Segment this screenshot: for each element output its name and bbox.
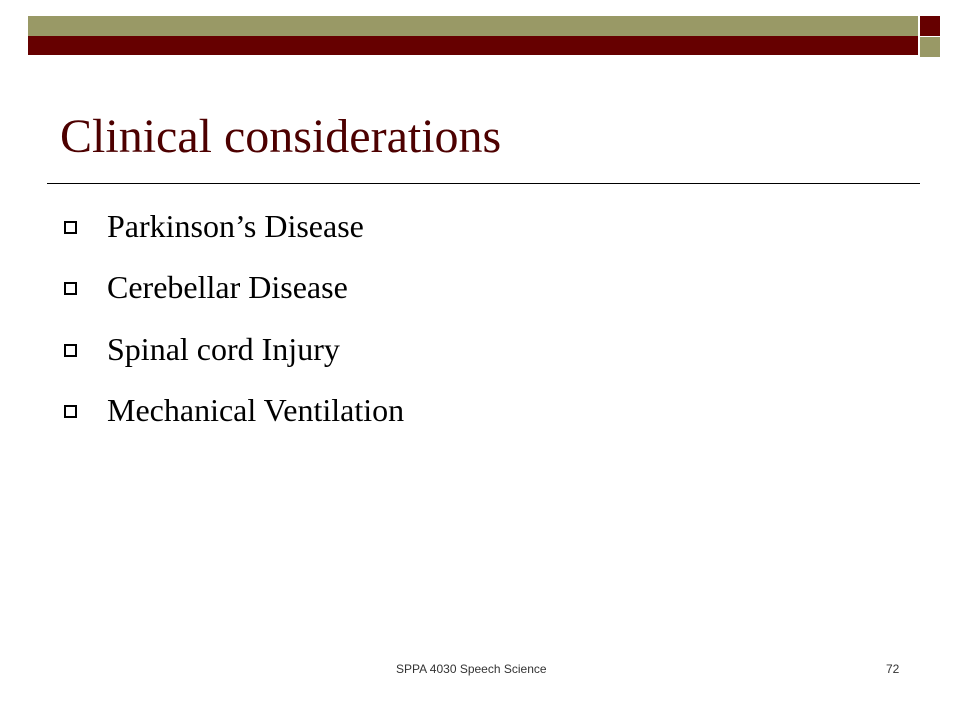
slide-title: Clinical considerations (60, 110, 502, 163)
banner-olive-bar (28, 16, 918, 36)
bullet-text: Parkinson’s Disease (107, 208, 364, 244)
bullet-text: Mechanical Ventilation (107, 392, 405, 428)
bullet-item (64, 329, 664, 369)
bullet-item (64, 390, 664, 430)
banner-maroon-bar (28, 36, 918, 55)
top-banner (0, 0, 960, 60)
bullet-text: Spinal cord Injury (107, 331, 340, 367)
banner-corner-maroon-square (920, 16, 940, 36)
hollow-square-icon (64, 405, 77, 418)
hollow-square-icon (64, 221, 77, 234)
title-divider (47, 183, 920, 184)
hollow-square-icon (64, 344, 77, 357)
footer-course-title: SPPA 4030 Speech Science (396, 662, 547, 676)
bullet-item (64, 206, 664, 246)
banner-corner-olive-square (920, 37, 940, 57)
hollow-square-icon (64, 282, 77, 295)
bullet-text: Cerebellar Disease (107, 269, 348, 305)
footer-page-number: 72 (886, 662, 900, 676)
bullet-item (64, 267, 664, 307)
